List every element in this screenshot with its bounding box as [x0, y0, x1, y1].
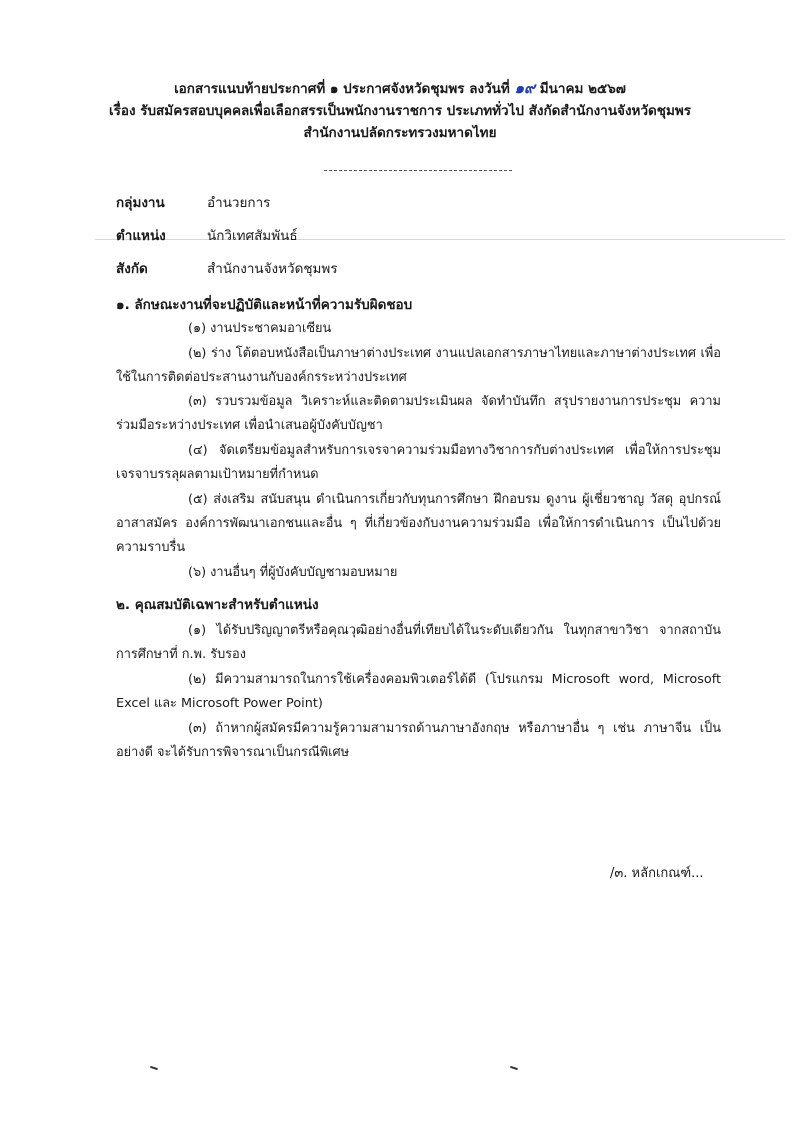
section-1-item-1: (๑) งานประชาคมอาเซียน [188, 321, 332, 336]
scan-mark-left [150, 1066, 158, 1070]
header-line-2: เรื่อง รับสมัครสอบบุคคลเพื่อเลือกสรรเป็นพนักงานราชการ ประเภททั่วไป สังกัดสำนักงานจังหวัดชุมพร [108, 103, 692, 119]
section-1-title: ๑. ลักษณะงานที่จะปฏิบัติและหน้าที่ความรับผิดชอบ [116, 297, 413, 313]
next-page-reference: /๓. หลักเกณฑ์... [610, 866, 704, 881]
field-position-label: ตำแหน่ง [116, 228, 166, 244]
header-divider [324, 170, 512, 171]
section-2-title: ๒. คุณสมบัติเฉพาะสำหรับตำแหน่ง [116, 597, 319, 613]
header-line-1 [0, 77, 800, 100]
section-1-item-6: (๖) งานอื่นๆ ที่ผู้บังคับบัญชามอบหมาย [188, 565, 398, 580]
field-group-value: อำนวยการ [207, 195, 271, 211]
section-1-item-3: (๓) รวบรวมข้อมูล วิเคราะห์และติดตามประเมินผล จัดทำบันทึก สรุปรายงานการประชุม ความร่วมมือระหว่างประเทศ เพื่อนำเสนอผู้บังคับบัญชา [116, 394, 721, 433]
document-header [0, 77, 800, 144]
section-2-item-2: (๒) มีความสามารถในการใช้เครื่องคอมพิวเตอร์ได้ดี (โปรแกรม Microsoft word, Microsoft Excel และ Microsoft Power Point) [116, 672, 721, 711]
handwritten-day: ๑๙ [514, 79, 536, 97]
section-1-item-4: (๔) จัดเตรียมข้อมูลสำหรับการเจรจาความร่วมมือทางวิชาการกับต่างประเทศ เพื่อให้การประชุม เจรจาบรรลุผลตามเป้าหมายที่กำหนด [116, 443, 721, 482]
header-line-3: สำนักงานปลัดกระทรวงมหาดไทย [303, 125, 497, 141]
field-affiliation-label: สังกัด [116, 261, 148, 277]
field-group-label: กลุ่มงาน [116, 195, 165, 211]
section-2-item-3: (๓) ถ้าหากผู้สมัครมีความรู้ความสามารถด้านภาษาอังกฤษ หรือภาษาอื่น ๆ เช่น ภาษาจีน เป็นอย่างดี จะได้รับการพิจารณาเป็นกรณีพิเศษ [116, 721, 721, 760]
section-2-item-1: (๑) ได้รับปริญญาตรีหรือคุณวุฒิอย่างอื่นที่เทียบได้ในระดับเดียวกัน ในทุกสาขาวิชา จากสถาบันการศึกษาที่ ก.พ. รับรอง [116, 623, 721, 662]
header-line-1-prefix: เอกสารแนบท้ายประกาศที่ ๑ ประกาศจังหวัดชุมพร ลงวันที่ [174, 81, 510, 97]
section-1-item-5: (๕) ส่งเสริม สนับสนุน ดำเนินการเกี่ยวกับทุนการศึกษา ฝึกอบรม ดูงาน ผู้เชี่ยวชาญ วัสดุ อุปกรณ์ อาสาสมัคร องค์การพัฒนาเอกชนและอื่น ๆ ที่เกี่ยวข้องกับงานความร่วมมือ เพื่อให้การดำเนินการ เป็นไปด้วยความราบรื่น [116, 492, 721, 555]
field-position-value: นักวิเทศสัมพันธ์ [207, 228, 298, 244]
header-line-1-suffix: มีนาคม ๒๕๖๗ [539, 81, 626, 97]
field-affiliation-value: สำนักงานจังหวัดชุมพร [207, 261, 338, 277]
section-1-item-2: (๒) ร่าง โต้ตอบหนังสือเป็นภาษาต่างประเทศ งานแปลเอกสารภาษาไทยและภาษาต่างประเทศ เพื่อใช้ในการติดต่อประสานงานกับองค์กรระหว่างประเทศ [116, 346, 721, 385]
scan-artifact-line [95, 239, 785, 240]
scan-mark-right [510, 1066, 518, 1070]
